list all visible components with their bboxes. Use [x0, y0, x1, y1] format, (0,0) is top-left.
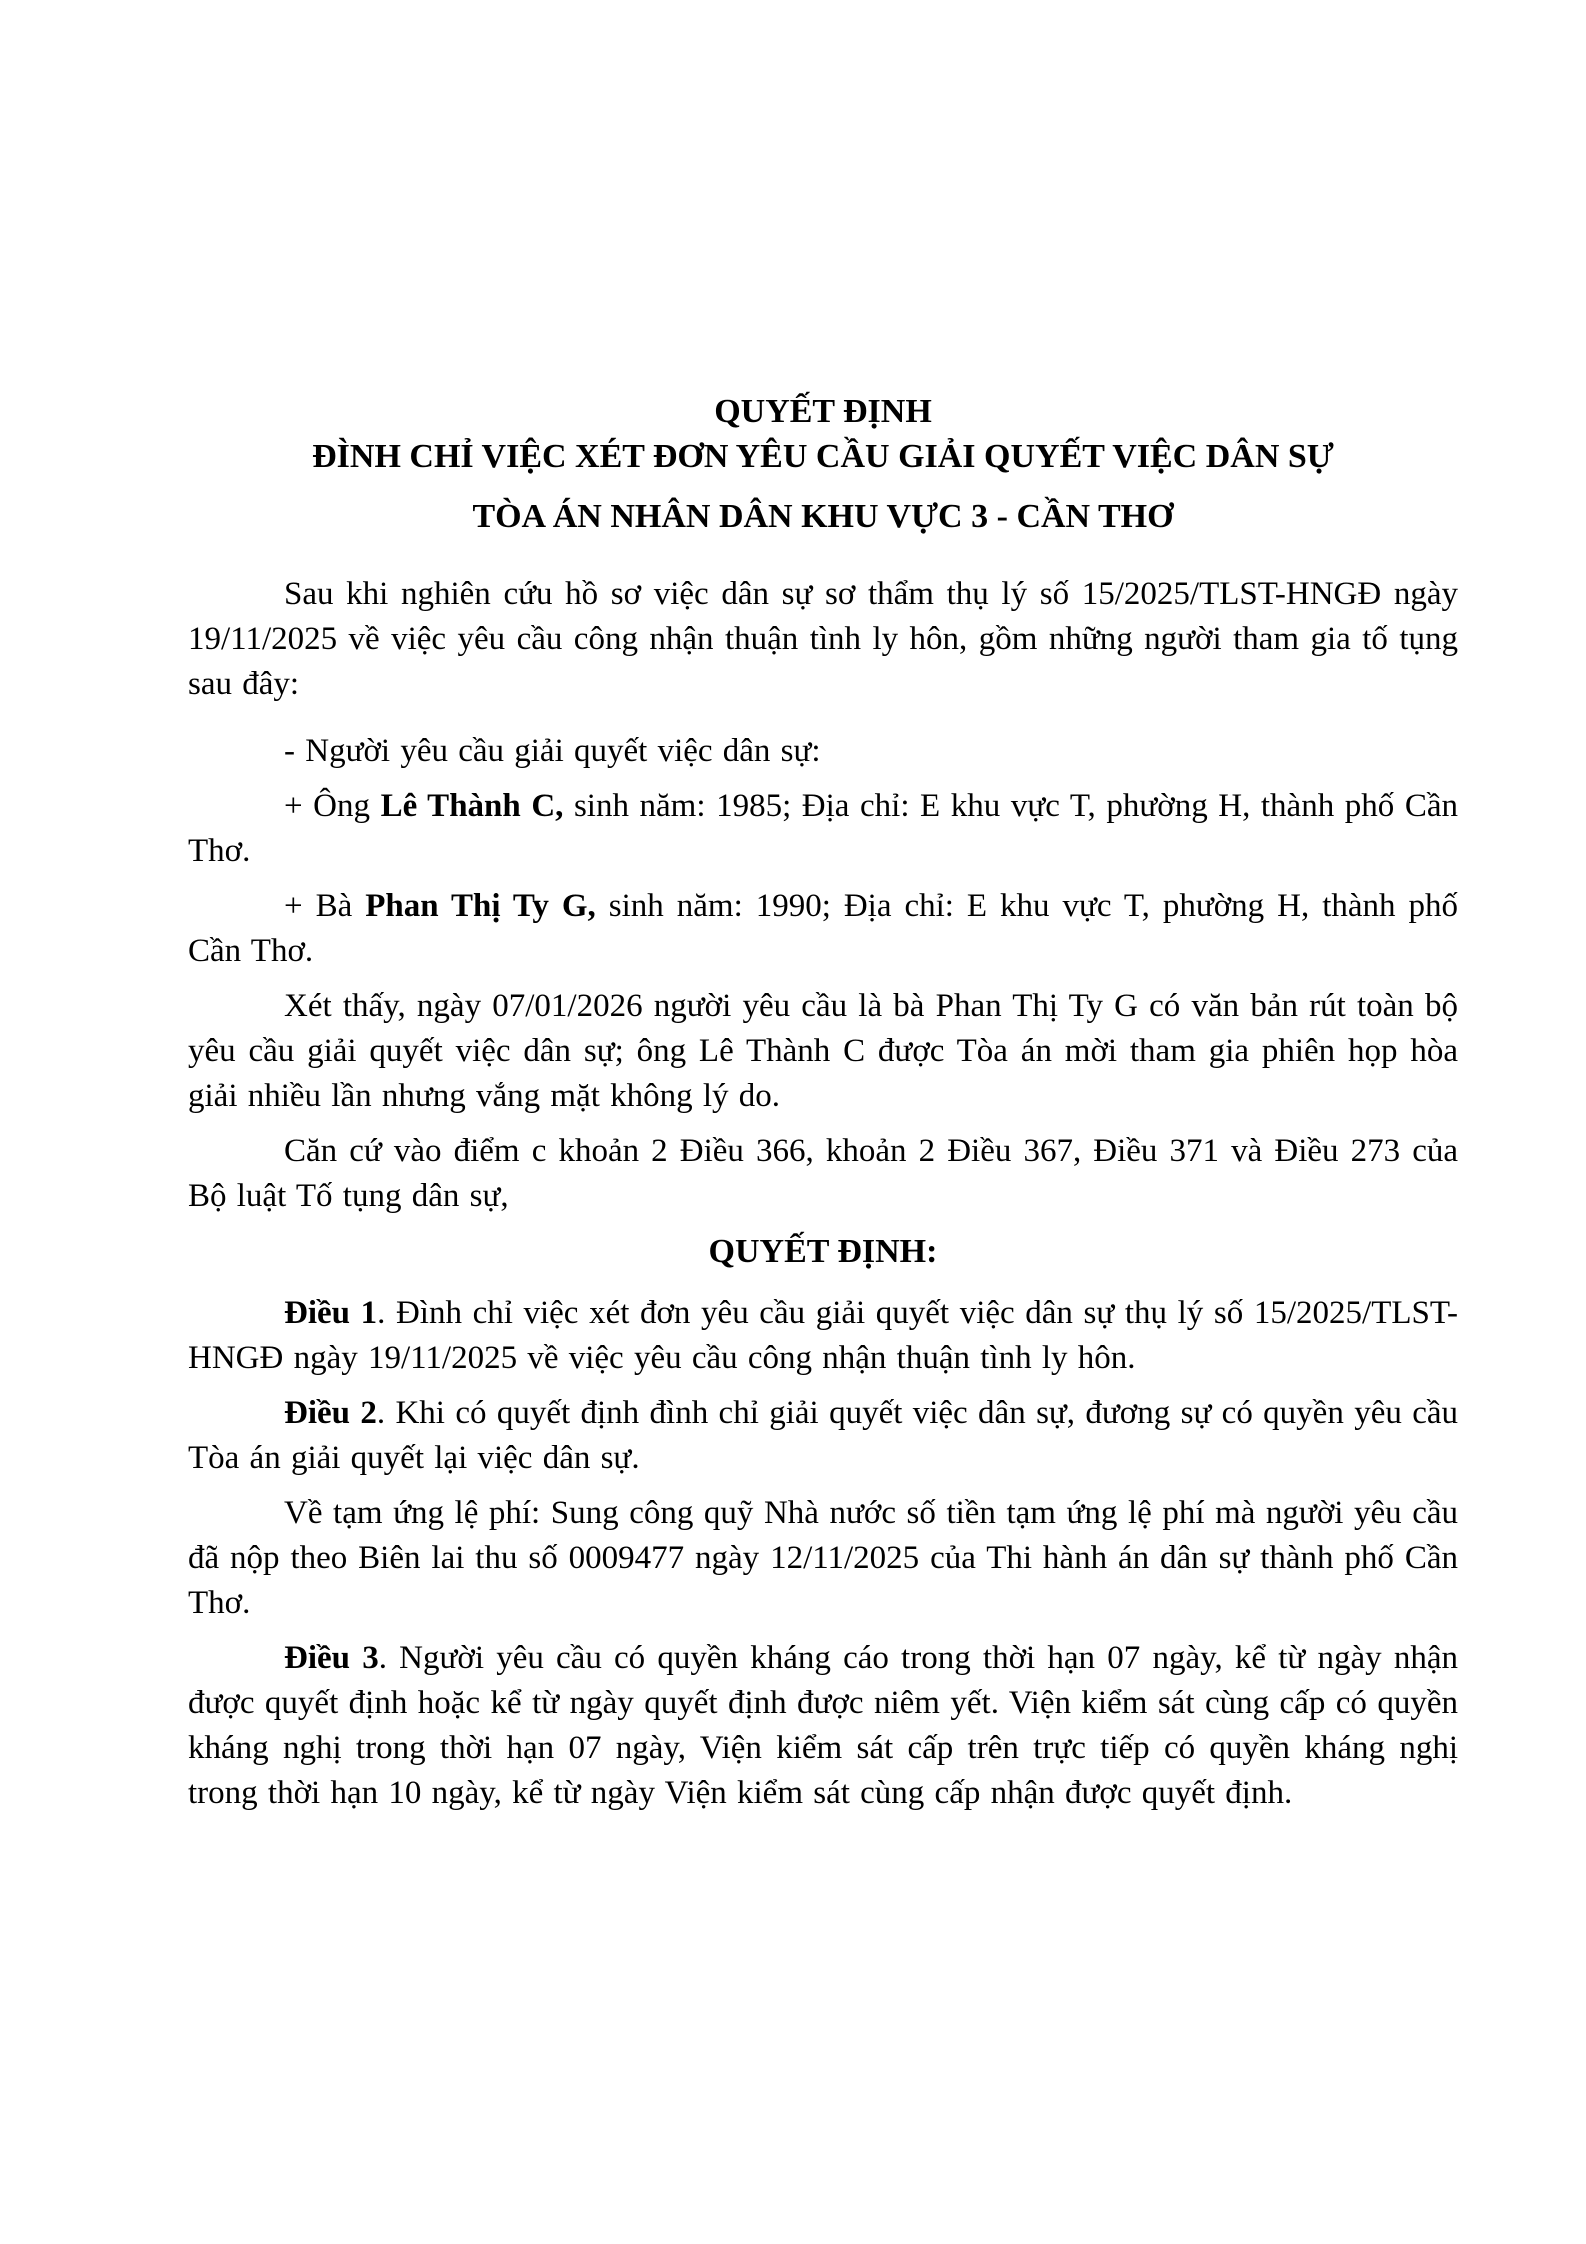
paragraph-text: - Người yêu cầu giải quyết việc dân sự: [284, 733, 821, 769]
paragraph-text: Sau khi nghiên cứu hồ sơ việc dân sự sơ thẩm thụ lý số 15/2025/TLST-HNGĐ ngày 19/11/2025 về việc yêu cầu công nhận thuận tình ly hôn, gồm những người tham gia tố tụng sau đây: [188, 576, 1458, 702]
paragraph [188, 572, 1458, 707]
title-decision: QUYẾT ĐỊNH [714, 393, 932, 430]
title-court: TÒA ÁN NHÂN DÂN KHU VỰC 3 - CẦN THƠ [472, 498, 1174, 535]
paragraph [188, 1291, 1458, 1381]
paragraph-text: Về tạm ứng lệ phí: Sung công quỹ Nhà nước số tiền tạm ứng lệ phí mà người yêu cầu đã nộp theo Biên lai thu số 0009477 ngày 12/11/2025 của Thi hành án dân sự thành phố Cần Thơ. [188, 1495, 1458, 1621]
paragraph-text: sinh năm: 1990; Địa chỉ: E khu vực T, phường H, thành phố Cần Thơ. [188, 888, 1458, 969]
paragraph [188, 1391, 1458, 1481]
paragraph-bold-text: Điều 3 [284, 1640, 379, 1676]
articles-section [188, 1291, 1458, 1816]
paragraph-text: . Đình chỉ việc xét đơn yêu cầu giải quyết việc dân sự thụ lý số 15/2025/TLST-HNGĐ ngày 19/11/2025 về việc yêu cầu công nhận thuận tình ly hôn. [188, 1295, 1458, 1376]
title-subject: ĐÌNH CHỈ VIỆC XÉT ĐƠN YÊU CẦU GIẢI QUYẾT VIỆC DÂN SỰ [312, 438, 1334, 475]
paragraph-text: + Ông [284, 788, 381, 824]
paragraph [188, 884, 1458, 974]
paragraph [188, 1636, 1458, 1816]
paragraph-bold-text: Lê Thành C, [380, 788, 564, 824]
paragraph [188, 1129, 1458, 1219]
paragraph-text: Căn cứ vào điểm c khoản 2 Điều 366, khoản 2 Điều 367, Điều 371 và Điều 273 của Bộ luật Tố tụng dân sự, [188, 1133, 1458, 1214]
paragraph-bold-text: Điều 2 [284, 1395, 377, 1431]
paragraph [188, 729, 1458, 774]
paragraph [188, 984, 1458, 1119]
paragraph [188, 784, 1458, 874]
decision-heading: QUYẾT ĐỊNH: [708, 1233, 938, 1270]
paragraph-bold-text: Phan Thị Ty G, [365, 888, 596, 924]
paragraph-bold-text: Điều 1 [284, 1295, 378, 1331]
paragraph [188, 1491, 1458, 1626]
paragraph-text: sinh năm: 1985; Địa chỉ: E khu vực T, phường H, thành phố Cần Thơ. [188, 788, 1458, 869]
paragraph-text: Xét thấy, ngày 07/01/2026 người yêu cầu là bà Phan Thị Ty G có văn bản rút toàn bộ yêu cầu giải quyết việc dân sự; ông Lê Thành C được Tòa án mời tham gia phiên họp hòa giải nhiều lần nhưng vắng mặt không lý do. [188, 988, 1458, 1114]
paragraph-text: . Khi có quyết định đình chỉ giải quyết việc dân sự, đương sự có quyền yêu cầu Tòa án giải quyết lại việc dân sự. [188, 1395, 1458, 1476]
paragraph-text: . Người yêu cầu có quyền kháng cáo trong thời hạn 07 ngày, kể từ ngày nhận được quyết định hoặc kể từ ngày quyết định được niêm yết. Viện kiểm sát cùng cấp có quyền kháng nghị trong thời hạn 07 ngày, Viện kiểm sát cấp trên trực tiếp có quyền kháng nghị trong thời hạn 10 ngày, kể từ ngày Viện kiểm sát cùng cấp nhận được quyết định. [188, 1640, 1458, 1811]
paragraph-text: + Bà [284, 888, 366, 924]
document-content [188, 389, 1458, 1826]
preamble-section [188, 572, 1458, 1219]
